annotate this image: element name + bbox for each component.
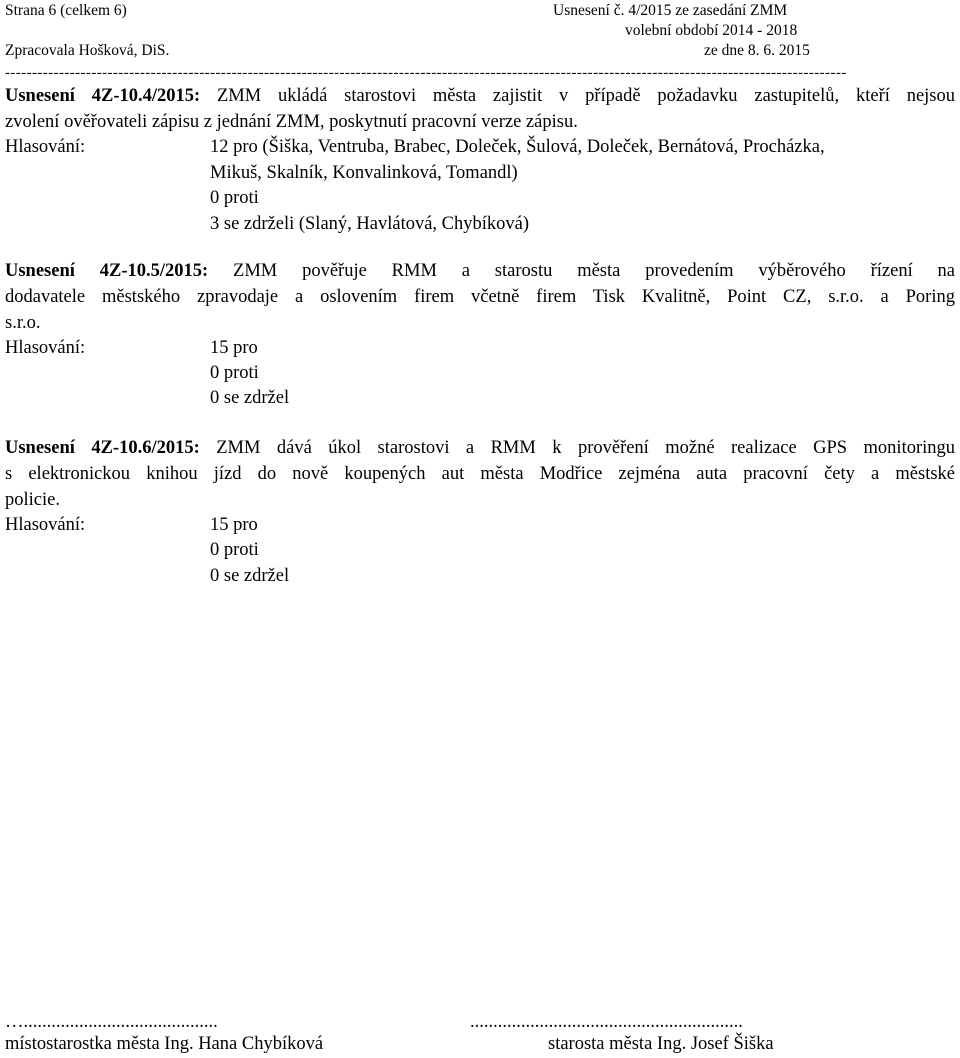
- resolution-4-line1: [5, 84, 955, 108]
- resolution-4-pro-line1: 12 pro (Šiška, Ventruba, Brabec, Doleček, Šulová, Doleček, Bernátová, Procházka,: [210, 137, 825, 157]
- signature-left-dots: …..........................................: [5, 1012, 218, 1032]
- resolution-4-pro-line2: Mikuš, Skalník, Konvalinková, Tomandl): [210, 163, 518, 183]
- header-page-number: Strana 6 (celkem 6): [5, 2, 127, 19]
- resolution-4-number: Usnesení 4Z-10.4/2015:: [5, 86, 201, 106]
- resolution-6-line3: policie.: [5, 490, 60, 510]
- header-resolution-title: Usnesení č. 4/2015 ze zasedání ZMM: [553, 2, 788, 19]
- header-separator: ------------------------------------------------------------------------------------------------------------------------------------------------------------: [5, 67, 847, 79]
- header-term: volební období 2014 - 2018: [625, 22, 798, 39]
- resolution-6-line1: [5, 436, 955, 460]
- header-date: ze dne 8. 6. 2015: [704, 42, 810, 59]
- resolution-6-proti: 0 proti: [210, 540, 259, 560]
- resolution-6-text-line1: ZMM dává úkol starostovi a RMM k prověření možné realizace GPS monitoringu: [216, 438, 956, 458]
- resolution-5-number: Usnesení 4Z-10.5/2015:: [5, 261, 209, 281]
- resolution-6-vote-label: Hlasování:: [5, 515, 86, 535]
- resolution-6-pro: 15 pro: [210, 515, 258, 535]
- resolution-5-pro: 15 pro: [210, 338, 258, 358]
- resolution-6-number: Usnesení 4Z-10.6/2015:: [5, 438, 200, 458]
- resolution-5-line2: dodavatele městského zpravodaje a oslovením firem včetně firem Tisk Kvalitně, Point CZ, s.r.o. a Poring: [5, 287, 955, 307]
- signature-right-dots: ...........................................................: [470, 1012, 743, 1032]
- resolution-5-vote-label: Hlasování:: [5, 338, 86, 358]
- resolution-5-text-line1: ZMM pověřuje RMM a starostu města provedením výběrového řízení na: [233, 261, 956, 281]
- header-prepared-by: Zpracovala Hošková, DiS.: [5, 42, 170, 59]
- resolution-5-line3: s.r.o.: [5, 313, 41, 333]
- resolution-6-abstain: 0 se zdržel: [210, 566, 290, 586]
- resolution-4-abstain: 3 se zdrželi (Slaný, Havlátová, Chybíková): [210, 214, 530, 234]
- resolution-4-proti: 0 proti: [210, 188, 259, 208]
- resolution-4-text-line1: ZMM ukládá starostovi města zajistit v případě požadavku zastupitelů, kteří nejsou: [216, 86, 955, 106]
- signature-left-name: místostarostka města Ing. Hana Chybíková: [5, 1034, 324, 1054]
- resolution-4-line2: zvolení ověřovateli zápisu z jednání ZMM, poskytnutí pracovní verze zápisu.: [5, 112, 578, 132]
- resolution-6-line2: s elektronickou knihou jízd do nově koupených aut města Modřice zejména auta pracovní čety a městské: [5, 464, 955, 484]
- resolution-5-proti: 0 proti: [210, 363, 259, 383]
- resolution-5-line1: [5, 259, 955, 283]
- signature-right-name: starosta města Ing. Josef Šiška: [548, 1034, 774, 1054]
- resolution-4-vote-label: Hlasování:: [5, 137, 86, 157]
- resolution-5-abstain: 0 se zdržel: [210, 388, 290, 408]
